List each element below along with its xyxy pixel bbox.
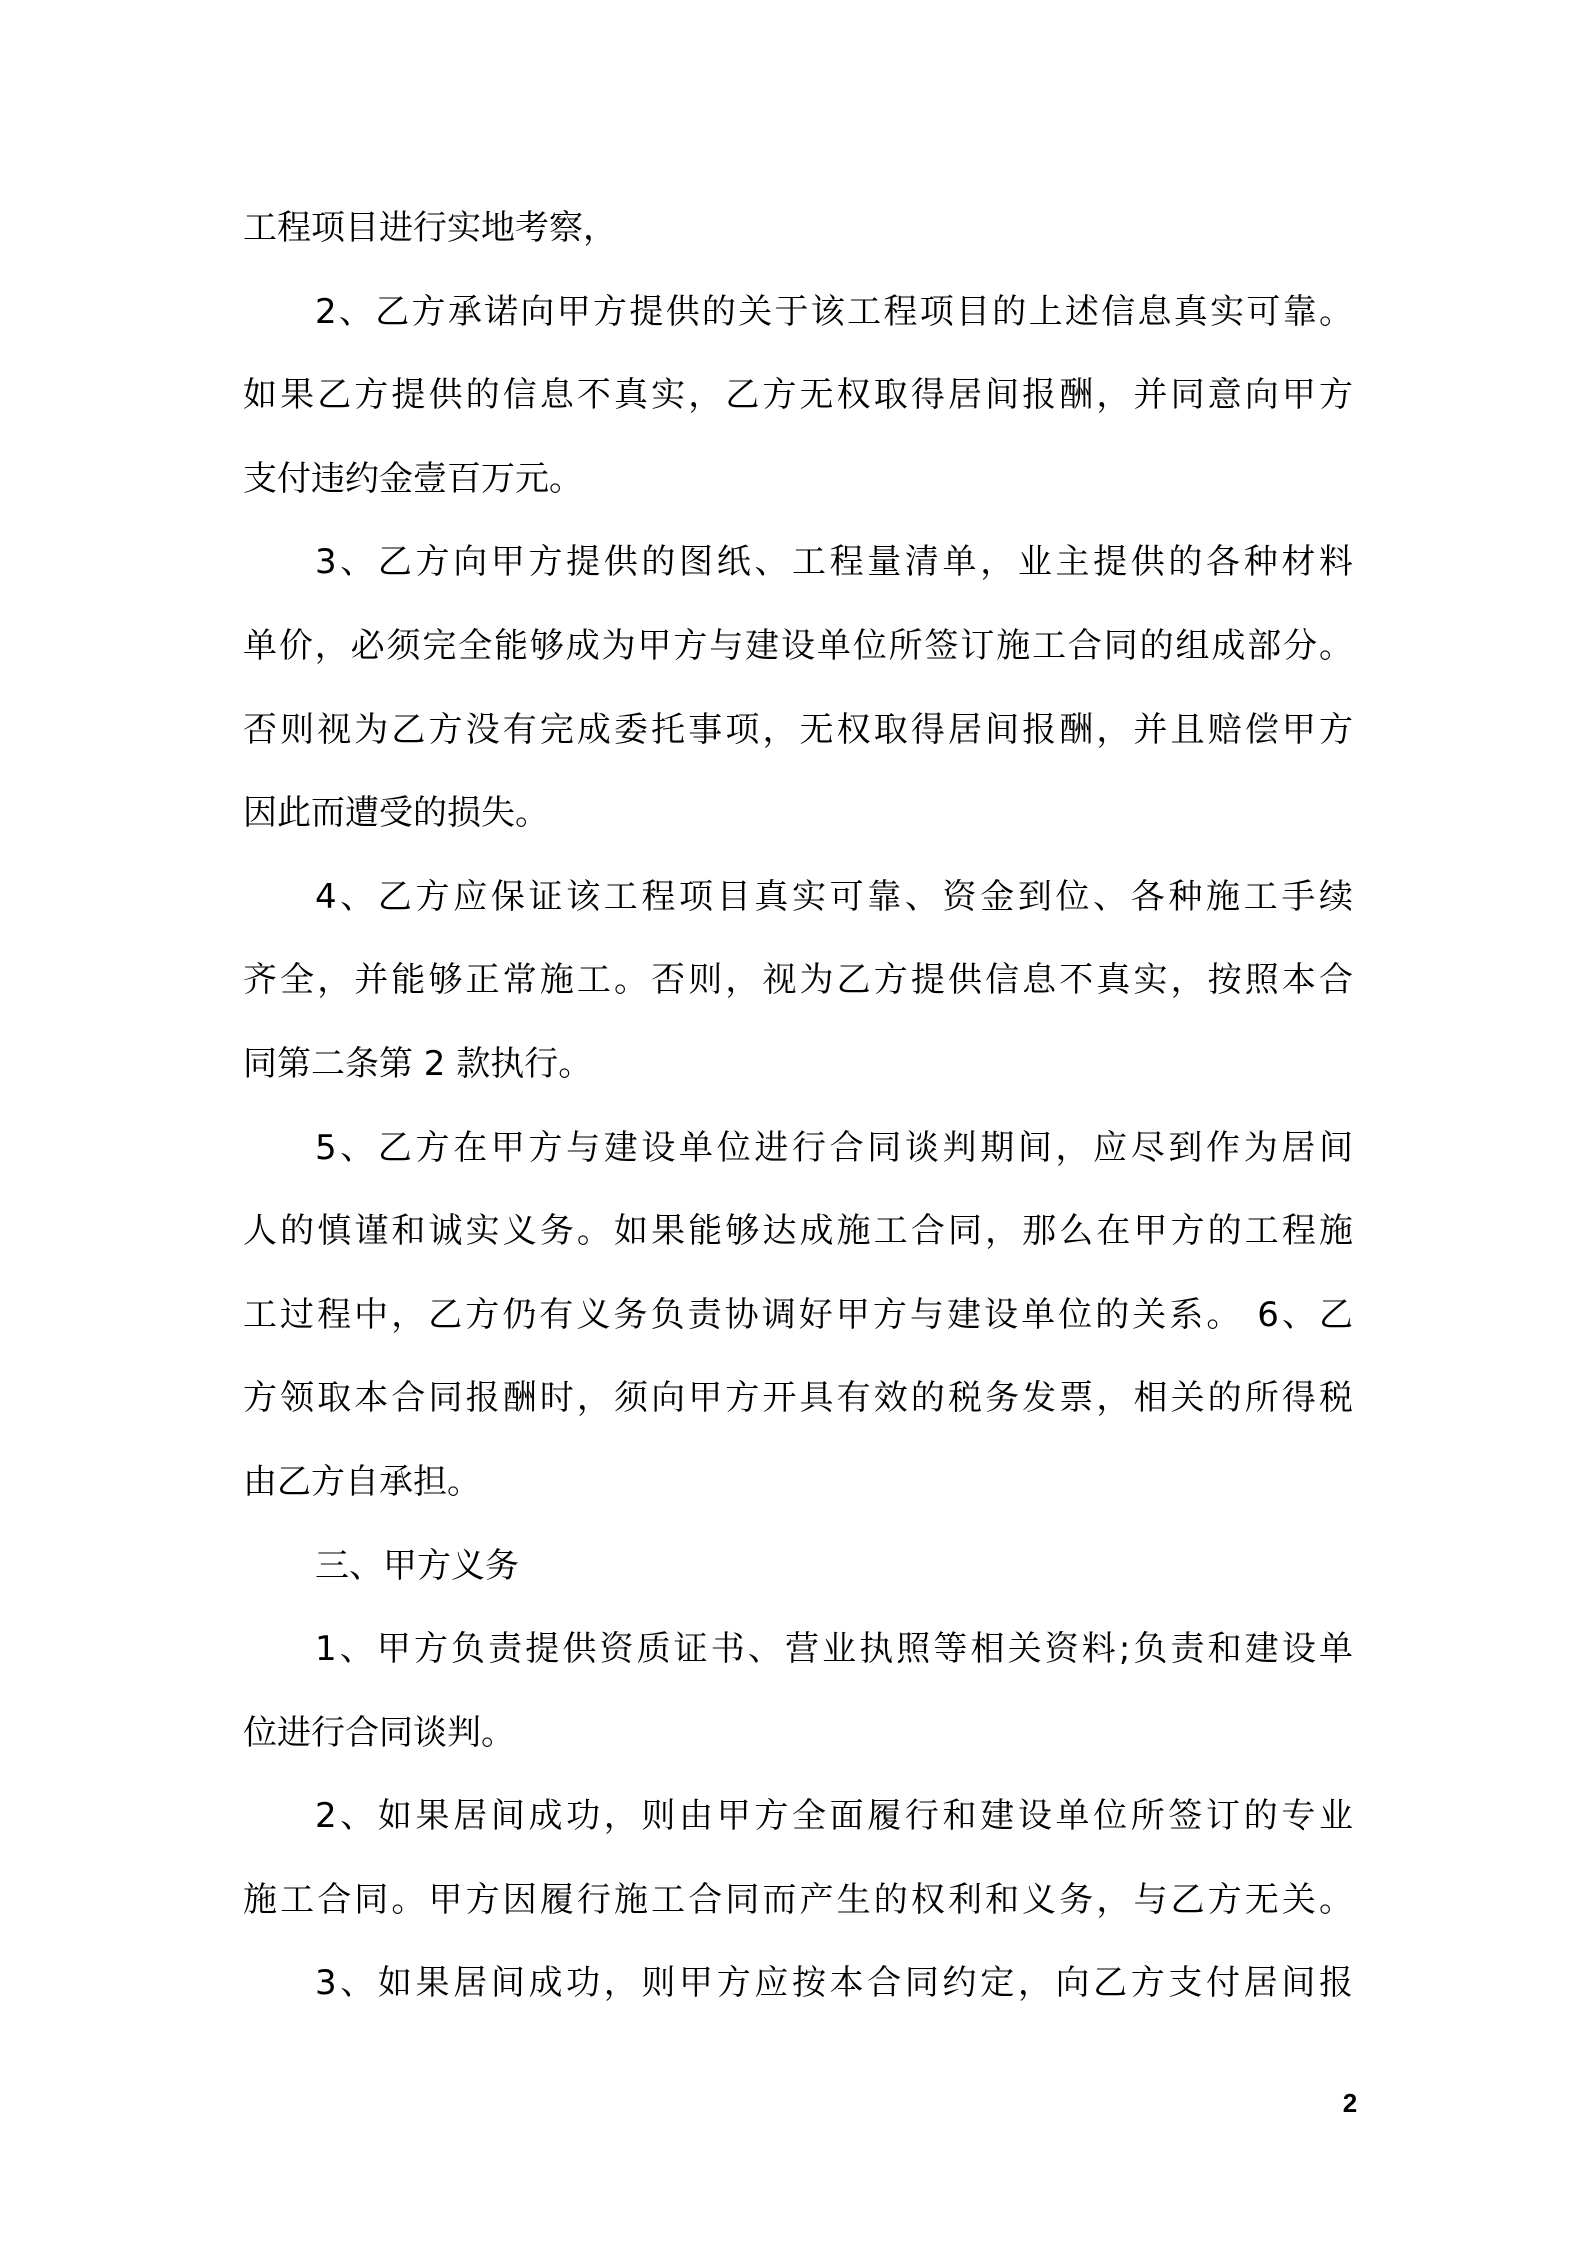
page-number: 2 [1342, 2088, 1358, 2118]
text-line: 因此而遭受的损失。 [243, 793, 549, 834]
text-line: 工过程中，乙方仍有义务负责协调好甲方与建设单位的关系。 6、乙 [243, 1294, 1353, 1335]
text-line: 施工合同。甲方因履行施工合同而产生的权利和义务，与乙方无关。 [243, 1879, 1353, 1920]
text-line: 位进行合同谈判。 [243, 1712, 515, 1753]
text-line: 5、乙方在甲方与建设单位进行合同谈判期间，应尽到作为居间 [315, 1127, 1353, 1168]
text-line: 支付违约金壹百万元。 [243, 458, 583, 499]
text-line: 3、乙方向甲方提供的图纸、工程量清单，业主提供的各种材料 [315, 542, 1353, 583]
document-body [243, 187, 1353, 2026]
text-line: 同第二条第 2 款执行。 [243, 1043, 593, 1084]
section-heading: 三、甲方义务 [315, 1545, 519, 1586]
text-line: 2、乙方承诺向甲方提供的关于该工程项目的上述信息真实可靠。 [315, 291, 1353, 332]
text-line: 3、如果居间成功，则甲方应按本合同约定，向乙方支付居间报 [315, 1963, 1353, 2004]
text-line: 齐全，并能够正常施工。否则，视为乙方提供信息不真实，按照本合 [243, 960, 1353, 1001]
text-line: 否则视为乙方没有完成委托事项，无权取得居间报酬，并且赔偿甲方 [243, 709, 1353, 750]
text-line: 方领取本合同报酬时，须向甲方开具有效的税务发票，相关的所得税 [243, 1378, 1353, 1419]
text-line: 由乙方自承担。 [243, 1461, 481, 1502]
text-line: 人的慎谨和诚实义务。如果能够达成施工合同，那么在甲方的工程施 [243, 1211, 1353, 1252]
text-line: 单价，必须完全能够成为甲方与建设单位所签订施工合同的组成部分。 [243, 625, 1353, 666]
text-line: 如果乙方提供的信息不真实，乙方无权取得居间报酬，并同意向甲方 [243, 375, 1353, 416]
text-line: 2、如果居间成功，则由甲方全面履行和建设单位所签订的专业 [315, 1796, 1353, 1837]
text-line: 工程项目进行实地考察， [243, 208, 617, 248]
text-line: 4、乙方应保证该工程项目真实可靠、资金到位、各种施工手续 [315, 876, 1353, 917]
text-line: 1、甲方负责提供资质证书、营业执照等相关资料;负责和建设单 [315, 1629, 1353, 1670]
